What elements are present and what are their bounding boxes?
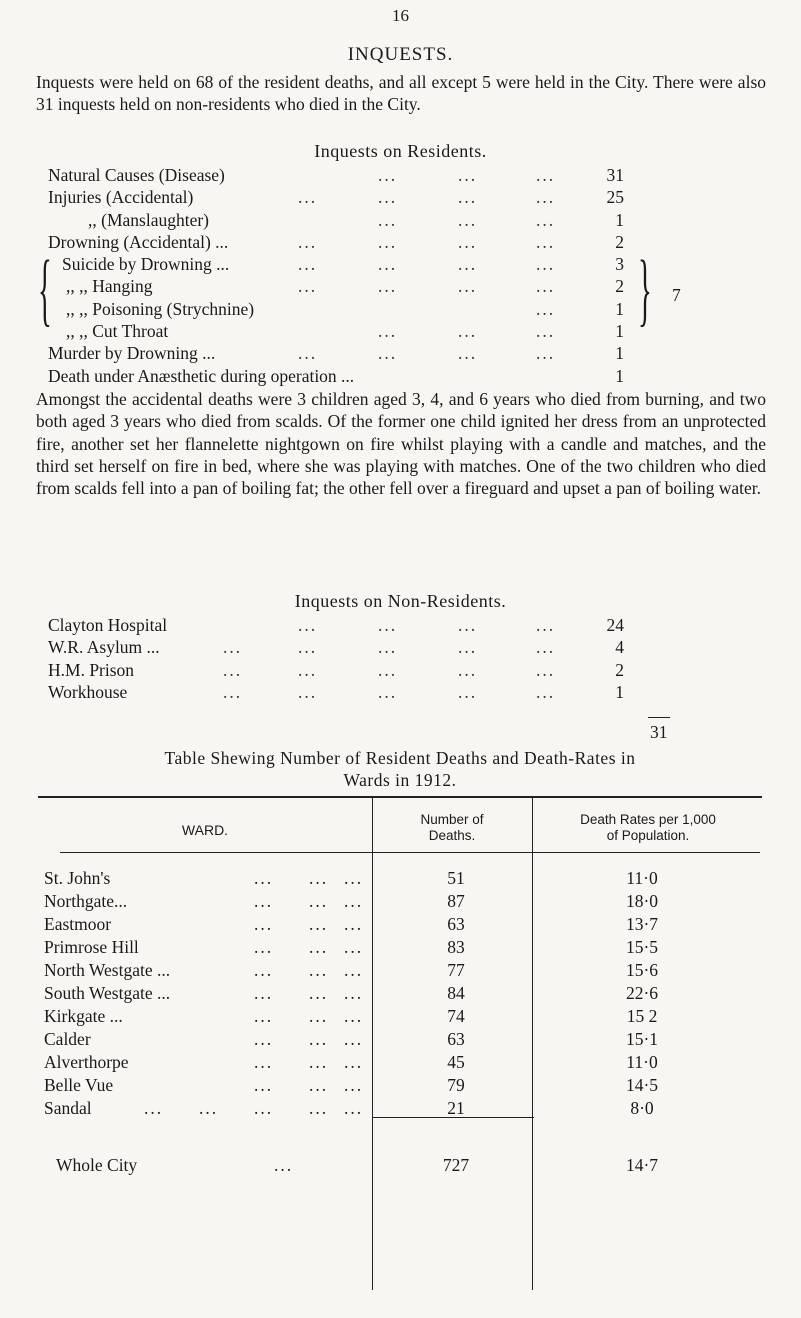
leader-dots: ...	[223, 681, 243, 702]
ward-name: St. John's	[44, 868, 111, 888]
residents-value: 2	[615, 276, 624, 297]
ward-rate: 18·0	[625, 891, 659, 911]
table-row	[44, 1098, 764, 1121]
leader-dots: ...	[199, 1098, 219, 1118]
total-rate: 14·7	[625, 1155, 659, 1175]
ward-deaths: 83	[447, 937, 465, 957]
leader-dots: ...	[298, 254, 318, 275]
ward-deaths: 84	[447, 983, 465, 1003]
leader-dots: ...	[298, 637, 318, 658]
residents-row	[48, 209, 688, 231]
non-residents-row	[48, 636, 688, 658]
leader-dots: ...	[378, 659, 398, 680]
ward-rate: 11·0	[626, 1052, 658, 1072]
leader-dots: ...	[344, 1006, 364, 1026]
leader-dots: ...	[298, 681, 318, 702]
leader-dots: ...	[344, 914, 364, 934]
ward-name: North Westgate ...	[44, 960, 171, 980]
leader-dots: ...	[536, 209, 556, 230]
table-top-rule	[38, 796, 762, 798]
leader-dots: ...	[378, 321, 398, 342]
non-residents-value: 1	[615, 681, 624, 702]
residents-value: 1	[615, 343, 624, 364]
total-deaths: 727	[442, 1155, 470, 1175]
leader-dots: ...	[223, 659, 243, 680]
ward-rate: 8·0	[630, 1098, 654, 1118]
residents-label: Drowning (Accidental) ...	[48, 231, 229, 252]
leader-dots: ...	[458, 254, 478, 275]
left-brace: {	[38, 243, 52, 334]
non-residents-label: H.M. Prison	[48, 659, 135, 680]
non-residents-value: 2	[615, 659, 624, 680]
leader-dots: ...	[344, 1052, 364, 1072]
non-residents-label: Workhouse	[48, 681, 128, 702]
leader-dots: ...	[309, 983, 329, 1003]
residents-row	[48, 253, 688, 275]
leader-dots: ...	[344, 960, 364, 980]
non-residents-label: Clayton Hospital	[48, 615, 168, 635]
leader-dots: ...	[378, 231, 398, 252]
leader-dots: ...	[254, 1029, 274, 1049]
total-rule	[648, 717, 670, 718]
leader-dots: ...	[298, 343, 318, 364]
non-residents-row	[48, 659, 688, 681]
col-header-deaths-line1: Number of	[420, 812, 484, 827]
leader-dots: ...	[344, 868, 364, 888]
table-title-line1: Table Shewing Number of Resident Deaths and Death-Rates in	[164, 748, 636, 768]
leader-dots: ...	[458, 276, 478, 297]
ward-rate: 13·7	[625, 914, 659, 934]
table-row	[44, 891, 764, 914]
table-total-row	[56, 1155, 776, 1178]
col-header-rates-line1: Death Rates per 1,000	[580, 812, 716, 827]
ward-rate: 11·0	[626, 868, 658, 888]
leader-dots: ...	[458, 615, 478, 635]
leader-dots: ...	[144, 1098, 164, 1118]
non-residents-list	[48, 614, 688, 703]
leader-dots: ...	[378, 637, 398, 658]
ward-deaths: 87	[447, 891, 465, 911]
residents-row	[48, 342, 688, 364]
right-brace: }	[638, 243, 652, 334]
ward-rate: 15·5	[625, 937, 659, 957]
table-row	[44, 937, 764, 960]
ward-deaths: 21	[447, 1098, 465, 1118]
ward-rate: 15·6	[625, 960, 659, 980]
non-residents-row	[48, 614, 688, 636]
leader-dots: ...	[254, 891, 274, 911]
leader-dots: ...	[223, 637, 243, 658]
leader-dots: ...	[254, 1098, 274, 1118]
ward-deaths: 51	[447, 868, 465, 888]
leader-dots: ...	[536, 659, 556, 680]
col-header-deaths-line2: Deaths.	[428, 828, 476, 843]
leader-dots: ...	[309, 937, 329, 957]
leader-dots: ...	[344, 891, 364, 911]
leader-dots: ...	[536, 187, 556, 208]
leader-dots: ...	[309, 868, 329, 888]
leader-dots: ...	[536, 321, 556, 342]
leader-dots: ...	[309, 1006, 329, 1026]
leader-dots: ...	[536, 298, 556, 319]
leader-dots: ...	[344, 1075, 364, 1095]
leader-dots: ...	[458, 187, 478, 208]
residents-label: Murder by Drowning ...	[48, 343, 216, 364]
leader-dots: ...	[298, 187, 318, 208]
non-residents-value: 24	[606, 615, 624, 635]
leader-dots: ...	[274, 1155, 294, 1175]
leader-dots: ...	[536, 343, 556, 364]
leader-dots: ...	[378, 343, 398, 364]
residents-label: ,, ,, Cut Throat	[66, 321, 169, 342]
leader-dots: ...	[254, 983, 274, 1003]
leader-dots: ...	[309, 1075, 329, 1095]
residents-value: 1	[615, 365, 624, 386]
leader-dots: ...	[458, 209, 478, 230]
leader-dots: ...	[344, 983, 364, 1003]
non-residents-row	[48, 681, 688, 703]
leader-dots: ...	[309, 891, 329, 911]
residents-row	[48, 164, 688, 186]
suicide-total: 7	[672, 285, 681, 305]
residents-label: Suicide by Drowning ...	[62, 254, 230, 275]
leader-dots: ...	[298, 231, 318, 252]
leader-dots: ...	[536, 637, 556, 658]
residents-row	[48, 275, 688, 297]
residents-list	[48, 164, 688, 387]
ward-deaths: 77	[447, 960, 465, 980]
ward-rate: 22·6	[625, 983, 659, 1003]
leader-dots: ...	[309, 914, 329, 934]
leader-dots: ...	[298, 615, 318, 635]
intro-paragraph: Inquests were held on 68 of the resident deaths, and all except 5 were held in the City. There were also 31 inquests held on non-residents who died in the City.	[36, 72, 766, 115]
leader-dots: ...	[458, 637, 478, 658]
leader-dots: ...	[458, 165, 478, 185]
leader-dots: ...	[536, 165, 556, 185]
leader-dots: ...	[378, 681, 398, 702]
leader-dots: ...	[536, 231, 556, 252]
residents-label: ,, ,, Hanging	[66, 276, 153, 297]
leader-dots: ...	[309, 1052, 329, 1072]
ward-name: Belle Vue	[44, 1075, 114, 1095]
ward-deaths: 79	[447, 1075, 465, 1095]
ward-name: Primrose Hill	[44, 937, 139, 957]
ward-deaths: 74	[447, 1006, 465, 1026]
non-residents-label: W.R. Asylum ...	[48, 637, 160, 658]
leader-dots: ...	[536, 681, 556, 702]
leader-dots: ...	[536, 276, 556, 297]
section-title: INQUESTS.	[347, 44, 454, 65]
leader-dots: ...	[378, 187, 398, 208]
leader-dots: ...	[254, 1006, 274, 1026]
leader-dots: ...	[458, 659, 478, 680]
ward-rate: 15·1	[625, 1029, 659, 1049]
leader-dots: ...	[344, 1098, 364, 1118]
leader-dots: ...	[378, 165, 398, 185]
ward-deaths: 63	[447, 1029, 465, 1049]
leader-dots: ...	[378, 276, 398, 297]
leader-dots: ...	[344, 1029, 364, 1049]
ward-name: Sandal	[44, 1098, 92, 1118]
table-row	[44, 1075, 764, 1098]
ward-name: South Westgate ...	[44, 983, 171, 1003]
leader-dots: ...	[298, 276, 318, 297]
col-header-ward: WARD.	[181, 822, 229, 838]
total-ward-name: Whole City	[56, 1155, 138, 1175]
leader-dots: ...	[458, 321, 478, 342]
residents-value: 1	[615, 209, 624, 230]
residents-value: 25	[606, 187, 624, 208]
leader-dots: ...	[309, 1098, 329, 1118]
residents-row	[48, 365, 688, 387]
non-residents-value: 4	[615, 637, 624, 658]
leader-dots: ...	[254, 1052, 274, 1072]
ward-name: Alverthorpe	[44, 1052, 129, 1072]
leader-dots: ...	[254, 1075, 274, 1095]
leader-dots: ...	[378, 254, 398, 275]
col-header-rates-line2: of Population.	[606, 828, 690, 843]
residents-label: Death under Anæsthetic during operation ...	[48, 365, 355, 386]
non-residents-total: 31	[650, 722, 668, 742]
table-row	[44, 914, 764, 937]
residents-value: 2	[615, 231, 624, 252]
leader-dots: ...	[309, 960, 329, 980]
table-row	[44, 960, 764, 983]
ward-name: Calder	[44, 1029, 91, 1049]
leader-dots: ...	[378, 209, 398, 230]
leader-dots: ...	[378, 615, 398, 635]
leader-dots: ...	[458, 681, 478, 702]
leader-dots: ...	[536, 254, 556, 275]
leader-dots: ...	[309, 1029, 329, 1049]
ward-deaths: 63	[447, 914, 465, 934]
residents-value: 31	[606, 165, 624, 185]
residents-label: ,, (Manslaughter)	[88, 209, 210, 230]
leader-dots: ...	[344, 937, 364, 957]
leader-dots: ...	[298, 659, 318, 680]
accident-paragraph: Amongst the accidental deaths were 3 children aged 3, 4, and 6 years who died from burning, and two both aged 3 years who died from scalds. Of the former one child ignited her dress from an unprotected fire, another set her flannelette nightgown on fire whilst playing with a candle and matches, and the third set herself on fire in bed, where she was playing with matches. One of the two children who died from scalds fell into a pan of boiling fat; the other fell over a fireguard and upset a pan of boiling water.	[36, 389, 766, 499]
leader-dots: ...	[458, 343, 478, 364]
ward-name: Eastmoor	[44, 914, 112, 934]
residents-label: Injuries (Accidental)	[48, 187, 194, 208]
residents-subheading: Inquests on Residents.	[314, 141, 487, 161]
table-row	[44, 983, 764, 1006]
ward-name: Kirkgate ...	[44, 1006, 123, 1026]
leader-dots: ...	[254, 937, 274, 957]
table-row	[44, 1052, 764, 1075]
ward-deaths: 45	[447, 1052, 465, 1072]
residents-value: 1	[615, 298, 624, 319]
table-row	[44, 1006, 764, 1029]
ward-name: Northgate...	[44, 891, 128, 911]
residents-label: Natural Causes (Disease)	[48, 165, 225, 185]
non-residents-subheading: Inquests on Non-Residents.	[294, 591, 507, 611]
residents-row	[48, 186, 688, 208]
residents-row	[48, 320, 688, 342]
leader-dots: ...	[254, 960, 274, 980]
residents-value: 3	[615, 254, 624, 275]
leader-dots: ...	[536, 615, 556, 635]
page-number: 16	[392, 6, 409, 25]
leader-dots: ...	[254, 914, 274, 934]
table-row	[44, 1029, 764, 1052]
table-row	[44, 868, 764, 891]
leader-dots: ...	[254, 868, 274, 888]
ward-rate: 15 2	[626, 1006, 658, 1026]
residents-row	[48, 298, 688, 320]
residents-value: 1	[615, 321, 624, 342]
ward-rate: 14·5	[625, 1075, 659, 1095]
leader-dots: ...	[458, 231, 478, 252]
table-title-line2: Wards in 1912.	[343, 770, 457, 790]
table-header-rule	[60, 852, 760, 853]
residents-label: ,, ,, Poisoning (Strychnine)	[66, 298, 255, 319]
residents-row	[48, 231, 688, 253]
